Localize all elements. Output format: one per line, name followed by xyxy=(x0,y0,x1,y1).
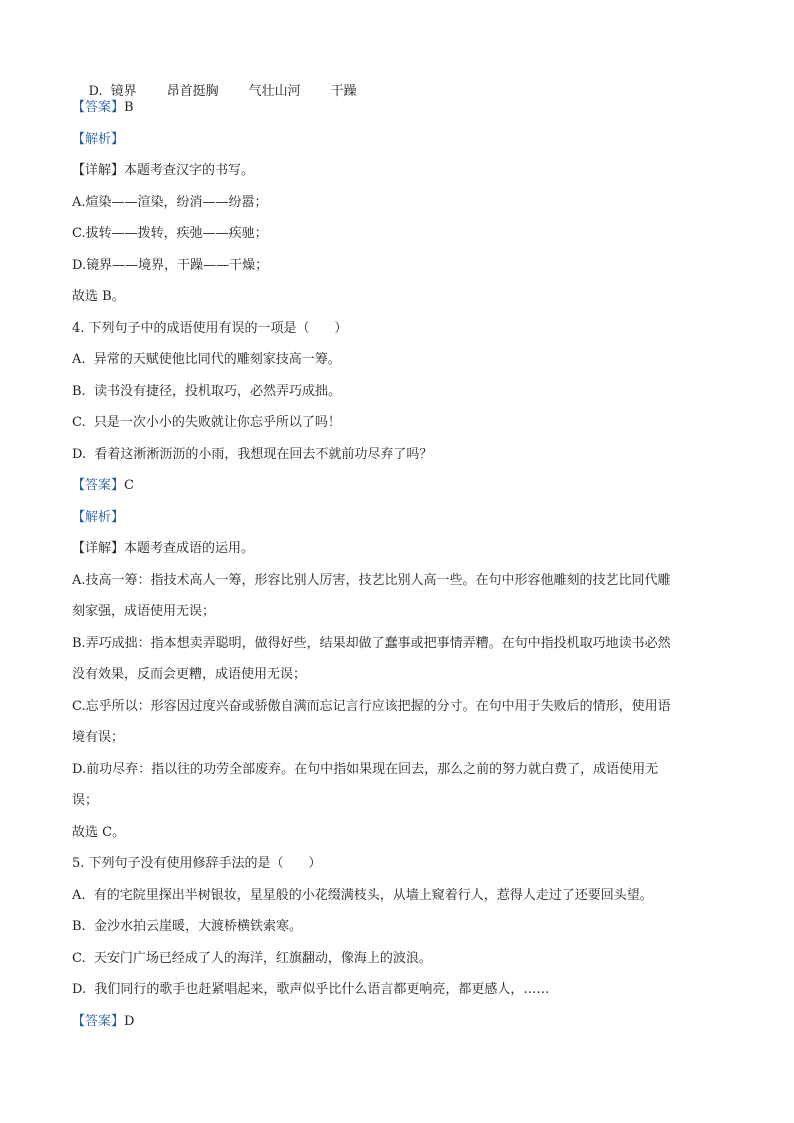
answer-label: 【答案】 xyxy=(72,478,125,493)
analysis-line xyxy=(72,510,124,526)
question-option: A. 有的宅院里探出半树银妆，星星般的小花缀满枝头，从墙上窥着行人，惹得人走过了还要回头望。 xyxy=(72,888,653,903)
analysis-label: 【解析】 xyxy=(72,510,125,525)
answer-value: D xyxy=(124,1014,135,1029)
detail-label: 【详解】 xyxy=(72,541,125,556)
correction-line: A.煊染——渲染，纷消——纷嚣； xyxy=(72,195,268,210)
question-option: C. 只是一次小小的失败就让你忘乎所以了吗！ xyxy=(72,415,341,430)
explanation-line: B.弄巧成拙：指本想卖弄聪明，做得好些，结果却做了蠢事或把事情弄糟。在句中指投机取巧地读书必然 xyxy=(72,636,671,651)
answer-label: 【答案】 xyxy=(72,100,125,115)
answer-value: C xyxy=(124,478,134,493)
answer-line xyxy=(72,100,134,116)
question-stem: 5. 下列句子没有使用修辞手法的是（ ） xyxy=(72,856,322,871)
answer-value: B xyxy=(124,100,134,115)
explanation-line: D.前功尽弃：指以往的功劳全部废弃。在句中指如果现在回去，那么之前的努力就白费了，成语使用无 xyxy=(72,762,659,777)
conclusion-line: 故选 B。 xyxy=(72,289,125,304)
detail-intro: 本题考查成语的运用。 xyxy=(124,541,255,556)
explanation-line: 刻家强，成语使用无误； xyxy=(72,604,216,619)
question-option: A. 异常的天赋使他比同代的雕刻家技高一筹。 xyxy=(72,352,341,367)
question-stem: 4. 下列句子中的成语使用有误的一项是（ ） xyxy=(72,321,348,336)
detail-line xyxy=(72,163,254,179)
correction-line: C.拔转——拨转，疾弛——疾驰； xyxy=(72,226,268,241)
question-option: B. 金沙水拍云崖暖，大渡桥横铁索寒。 xyxy=(72,919,302,934)
analysis-label: 【解析】 xyxy=(72,132,125,147)
option-word: 干躁 xyxy=(330,84,357,99)
answer-line xyxy=(72,1014,134,1030)
question-option: D. 我们同行的歌手也赶紧唱起来，歌声似乎比什么语言都更响亮，都更感人，…… xyxy=(72,982,550,997)
option-letter: D. xyxy=(88,84,103,99)
explanation-line: C.忘乎所以：形容因过度兴奋或骄傲自满而忘记言行应该把握的分寸。在句中用于失败后的情形，使用语 xyxy=(72,699,671,714)
option-word: 气壮山河 xyxy=(248,84,301,99)
option-word: 镜界 xyxy=(110,84,137,99)
question-option: C. 天安门广场已经成了人的海洋，红旗翻动，像海上的波浪。 xyxy=(72,951,432,966)
detail-label: 【详解】 xyxy=(72,163,125,178)
analysis-line xyxy=(72,132,124,148)
answer-line xyxy=(72,478,134,494)
correction-line: D.镜界——境界，干躁——干燥； xyxy=(72,258,269,273)
explanation-line: A.技高一筹：指技术高人一筹，形容比别人厉害，技艺比别人高一些。在句中形容他雕刻的技艺比同代雕 xyxy=(72,573,671,588)
detail-line xyxy=(72,541,254,557)
detail-intro: 本题考查汉字的书写。 xyxy=(124,163,255,178)
explanation-line: 没有效果，反而会更糟，成语使用无误； xyxy=(72,667,307,682)
answer-label: 【答案】 xyxy=(72,1014,125,1029)
explanation-line: 境有误； xyxy=(72,730,125,745)
option-word: 昂首挺胸 xyxy=(166,84,219,99)
question-option: B. 读书没有捷径，投机取巧，必然弄巧成拙。 xyxy=(72,384,341,399)
explanation-line: 误； xyxy=(72,793,99,808)
conclusion-line: 故选 C。 xyxy=(72,825,126,840)
question-option: D. 看着这淅淅沥沥的小雨，我想现在回去不就前功尽弃了吗？ xyxy=(72,447,433,462)
